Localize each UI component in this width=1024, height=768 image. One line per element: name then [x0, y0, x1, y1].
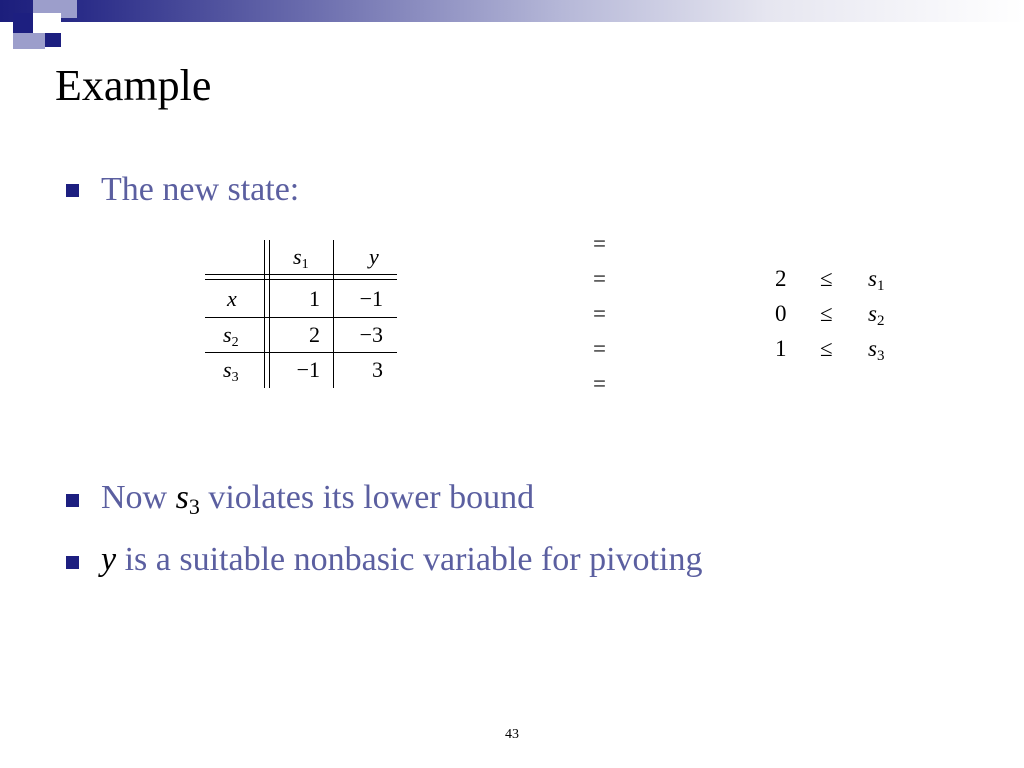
assignment-eq: =: [593, 266, 606, 291]
bullet-text-content: The new state:: [101, 171, 300, 208]
assignment-eq: =: [593, 336, 606, 361]
assignment-eq: =: [593, 371, 606, 396]
tableau-column-rule: [333, 240, 334, 388]
bound-operator: ≤: [820, 336, 833, 361]
decor-square: [33, 0, 45, 13]
bullet-marker: [66, 494, 79, 507]
bullet-text: [101, 540, 702, 580]
decor-square: [13, 33, 33, 49]
slide-title: Example: [55, 61, 212, 110]
tableau-row-header: $s_2$: [223, 322, 239, 350]
tableau-double-rule: [264, 240, 265, 388]
tableau-cell: −3: [359, 322, 383, 347]
assignment-eq: =: [593, 301, 606, 326]
bound-operator: ≤: [820, 301, 833, 326]
bullet-text: [101, 478, 534, 527]
tableau-cell: −1: [359, 286, 383, 311]
tableau-cell: 1: [309, 286, 320, 311]
page-number: 43: [505, 727, 519, 742]
bound-lower: 2: [775, 266, 787, 291]
decor-square: [13, 13, 33, 33]
tableau-double-rule: [269, 240, 270, 388]
bullet-text-prefix: Now: [101, 479, 176, 516]
bound-operator: ≤: [820, 266, 833, 291]
tableau-col-header: y: [369, 244, 379, 269]
bullet-text-suffix: violates its lower bound: [199, 479, 535, 516]
bullet-text-suffix: is a suitable nonbasic variable for pivoting: [116, 541, 703, 578]
tableau: [205, 240, 397, 388]
bullet-marker: [66, 556, 79, 569]
bound-variable: $s_2$: [868, 301, 885, 329]
tableau-row-header: x: [227, 286, 237, 311]
decor-square: [45, 13, 61, 33]
bullet-math-var: y: [101, 541, 117, 578]
bullet-math-var: $s_3$: [175, 479, 200, 519]
tableau-cell: −1: [296, 357, 320, 382]
decor-square: [45, 33, 61, 47]
header-gradient-bar: [0, 0, 1024, 22]
tableau-cell: 3: [372, 357, 383, 382]
bound-variable: $s_3$: [868, 336, 885, 364]
decor-square: [45, 0, 61, 13]
tableau-cell: 2: [309, 322, 320, 347]
assignment-eq: =: [593, 231, 606, 256]
tableau-row-header: $s_3$: [223, 357, 239, 385]
bound-lower: 1: [775, 336, 787, 361]
bound-lower: 0: [775, 301, 787, 326]
decor-square: [33, 13, 45, 33]
decor-square: [61, 0, 77, 18]
bound-variable: $s_1$: [868, 266, 885, 294]
bullet-text: [101, 170, 299, 210]
decor-square: [33, 33, 45, 49]
tableau-col-header: $s_1$: [293, 244, 309, 272]
bullet-marker: [66, 184, 79, 197]
